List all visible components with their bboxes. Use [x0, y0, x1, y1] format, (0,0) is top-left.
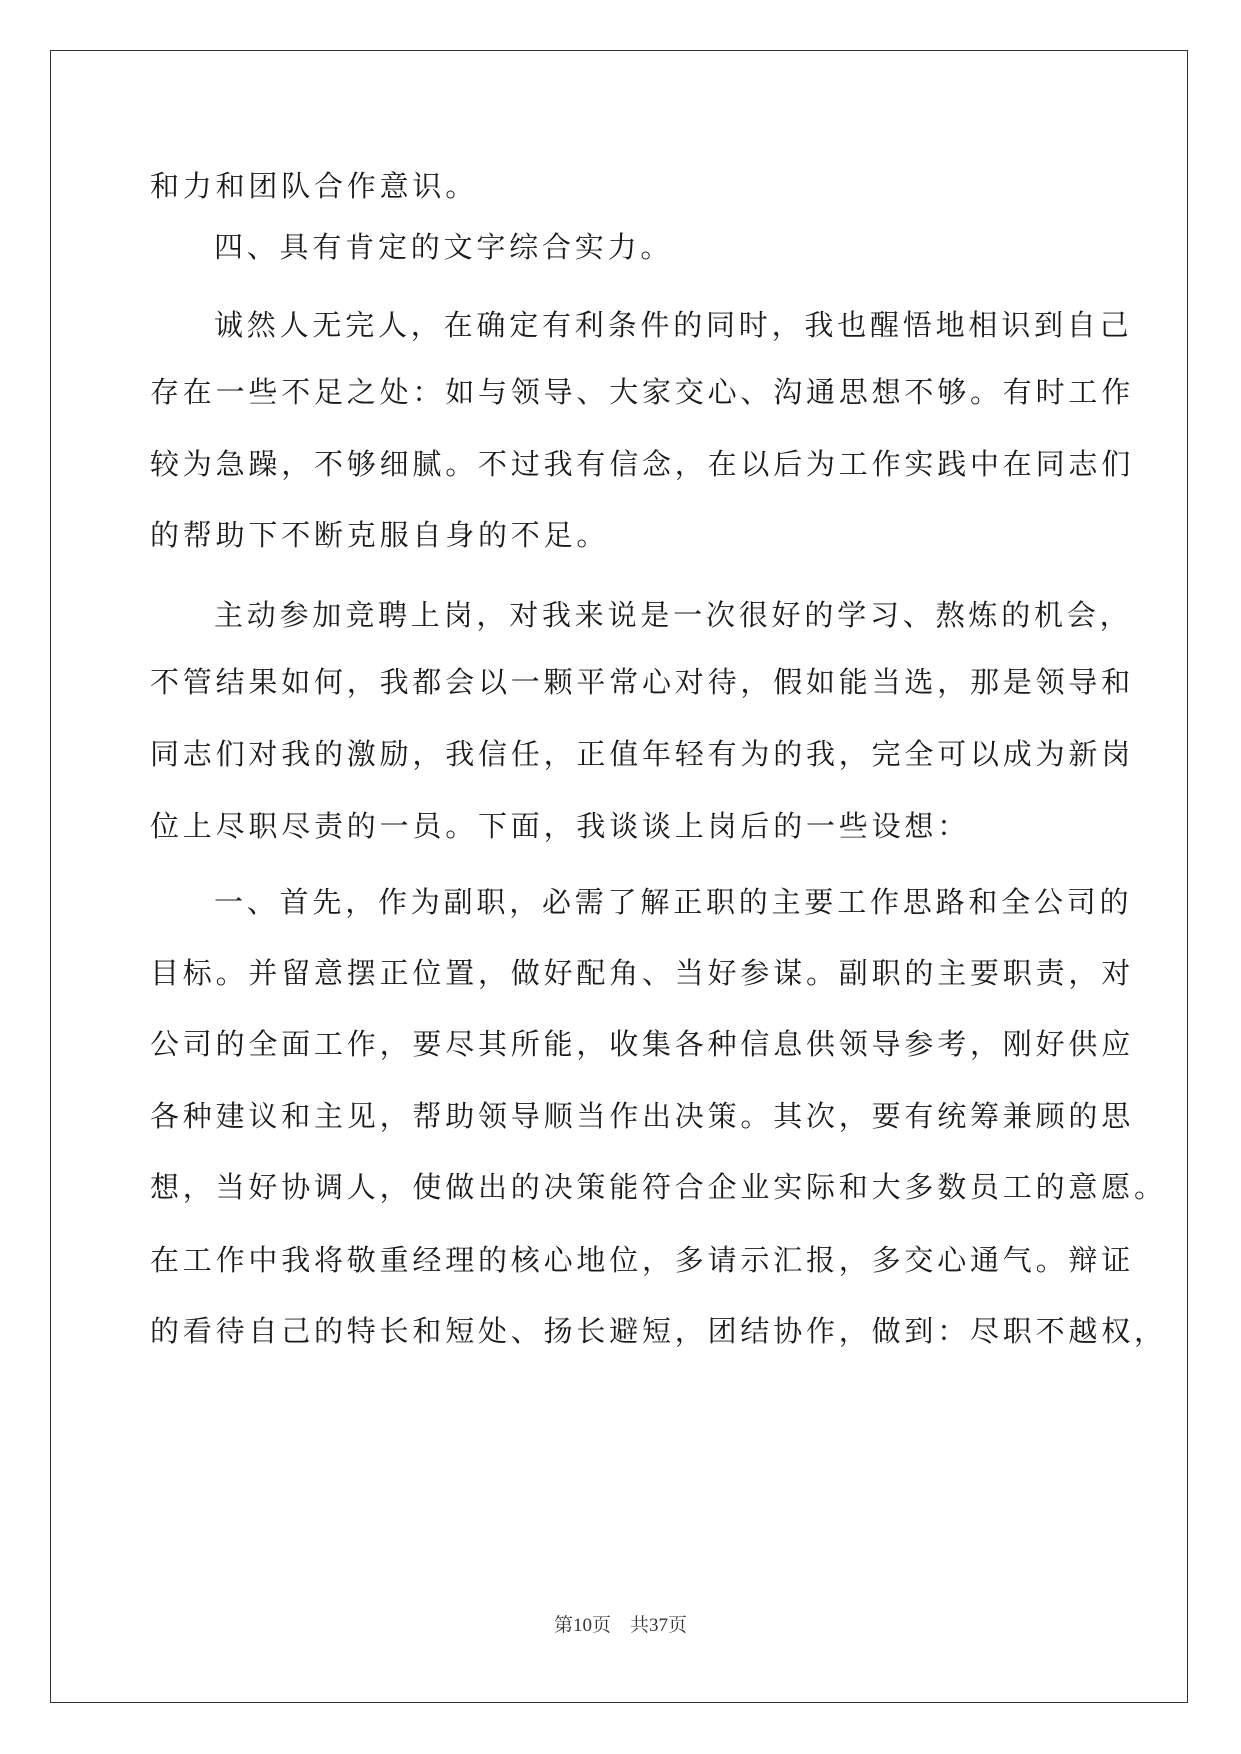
text-line: 一、首先，作为副职，必需了解正职的主要工作思路和全公司的: [214, 885, 1133, 919]
page-border: [50, 50, 1188, 1703]
text-line: 和力和团队合作意识。: [150, 169, 479, 203]
text-line: 诚然人无完人，在确定有利条件的同时，我也醒悟地相识到自己: [214, 308, 1133, 342]
text-line: 不管结果如何，我都会以一颗平常心对待，假如能当选，那是领导和: [150, 665, 1135, 699]
text-line: 想，当好协调人，使做出的决策能符合企业实际和大多数员工的意愿。: [150, 1170, 1167, 1204]
text-line: 的帮助下不断克服自身的不足。: [150, 518, 610, 552]
text-line: 公司的全面工作，要尽其所能，收集各种信息供领导参考，刚好供应: [150, 1027, 1135, 1061]
text-line: 目标。并留意摆正位置，做好配角、当好参谋。副职的主要职责，对: [150, 956, 1135, 990]
text-line: 的看待自己的特长和短处、扬长避短，团结协作，做到：尽职不越权，: [150, 1314, 1167, 1348]
text-line: 同志们对我的激励，我信任，正值年轻有为的我，完全可以成为新岗: [150, 737, 1135, 771]
text-line: 在工作中我将敬重经理的核心地位，多请示汇报，多交心通气。辩证: [150, 1243, 1135, 1277]
text-line: 主动参加竞聘上岗，对我来说是一次很好的学习、熬炼的机会，: [214, 598, 1133, 632]
text-line: 各种建议和主见，帮助领导顺当作出决策。其次，要有统筹兼顾的思: [150, 1099, 1135, 1133]
text-line: 四、具有肯定的文字综合实力。: [214, 230, 674, 264]
text-line: 位上尽职尽责的一员。下面，我谈谈上岗后的一些设想：: [150, 809, 971, 843]
text-line: 较为急躁，不够细腻。不过我有信念，在以后为工作实践中在同志们: [150, 447, 1135, 481]
text-line: 存在一些不足之处：如与领导、大家交心、沟通思想不够。有时工作: [150, 375, 1135, 409]
page-number-footer: 第10页 共37页: [553, 1615, 687, 1636]
